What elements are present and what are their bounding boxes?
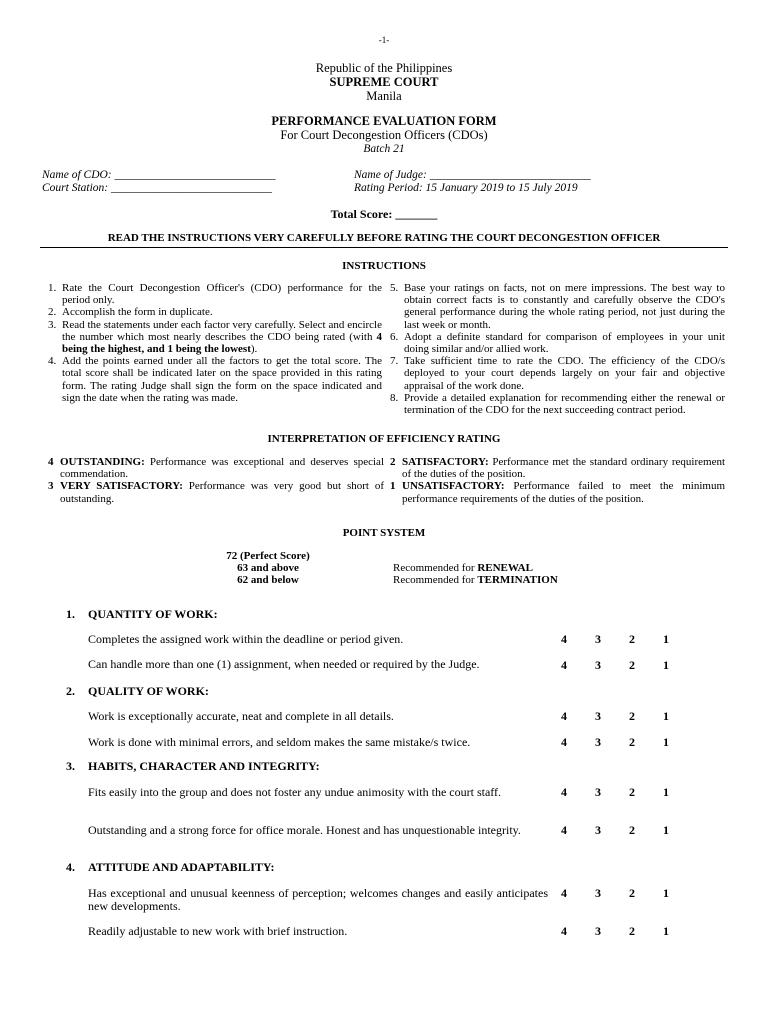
score-1[interactable]: 1 bbox=[663, 735, 669, 749]
criterion-text: Has exceptional and unusual keenness of perception; welcomes changes and easily anticipates new developments. bbox=[88, 886, 548, 913]
instruction-item: 4. Add the points earned under all the factors to get the total score. The total score shall be indicated later on the space provided in this rating form. The rating Judge shall sign the form on the space indicated and sign the date when the rating was made. bbox=[48, 355, 382, 404]
instruction-item: 7. Take sufficient time to rate the CDO. The efficiency of the CDO/s deployed to your court depends largely on your fair and objective appraisal of the work done. bbox=[390, 355, 725, 392]
score-4[interactable]: 4 bbox=[561, 823, 567, 837]
score-options bbox=[558, 887, 672, 900]
instruction-item: 6. Adopt a definite standard for comparison of employees in your unit doing similar and/or allied work. bbox=[390, 330, 725, 356]
section-title-habits: HABITS, CHARACTER AND INTEGRITY: bbox=[88, 759, 320, 773]
instructions-heading: INSTRUCTIONS bbox=[342, 260, 426, 272]
renewal-threshold: 63 and above bbox=[237, 562, 299, 574]
instructions-right bbox=[390, 282, 725, 416]
score-1[interactable]: 1 bbox=[663, 709, 669, 723]
rating-period: Rating Period: 15 January 2019 to 15 July 2019 bbox=[354, 182, 578, 194]
instruction-item: 3. Read the statements under each factor very carefully. Select and encircle the number which most nearly describes the CDO being rated (with 4 being the highest, and 1 being the lowest). bbox=[48, 318, 382, 356]
criterion-text: Can handle more than one (1) assignment, when needed or required by the Judge. bbox=[88, 657, 480, 671]
form-subtitle: For Court Decongestion Officers (CDOs) bbox=[280, 128, 488, 142]
header-manila: Manila bbox=[366, 89, 402, 103]
rating-item-unsatisfactory: 1 UNSATISFACTORY: Performance failed to meet the minimum performance requirements of the duties of the position. bbox=[390, 480, 726, 505]
score-1[interactable]: 1 bbox=[663, 632, 669, 646]
score-4[interactable]: 4 bbox=[561, 709, 567, 723]
divider bbox=[40, 247, 728, 248]
rating-item-outstanding: 4 OUTSTANDING: Performance was exceptional and deserves special commendation. bbox=[48, 456, 384, 481]
score-2[interactable]: 2 bbox=[629, 658, 635, 672]
instructions-left bbox=[48, 282, 382, 404]
score-2[interactable]: 2 bbox=[629, 632, 635, 646]
score-4[interactable]: 4 bbox=[561, 785, 567, 799]
score-3[interactable]: 3 bbox=[595, 886, 601, 900]
score-options bbox=[558, 925, 672, 938]
instruction-item: 1. Rate the Court Decongestion Officer's (CDO) performance for the period only. bbox=[48, 282, 382, 307]
perfect-score: 72 (Perfect Score) bbox=[226, 550, 310, 562]
interpretation-left bbox=[48, 456, 384, 505]
score-options bbox=[558, 659, 672, 672]
score-3[interactable]: 3 bbox=[595, 735, 601, 749]
score-1[interactable]: 1 bbox=[663, 785, 669, 799]
criterion-text: Fits easily into the group and does not foster any undue animosity with the court staff. bbox=[88, 785, 502, 799]
point-system-heading: POINT SYSTEM bbox=[342, 527, 426, 539]
section-title-quality: QUALITY OF WORK: bbox=[88, 684, 209, 698]
section-number: 1. bbox=[66, 607, 75, 621]
termination-recommendation: Recommended for TERMINATION bbox=[393, 574, 558, 586]
score-2[interactable]: 2 bbox=[629, 886, 635, 900]
section-number: 2. bbox=[66, 684, 75, 698]
score-3[interactable]: 3 bbox=[595, 709, 601, 723]
page-number: -1- bbox=[378, 35, 390, 45]
section-number: 4. bbox=[66, 860, 75, 874]
score-4[interactable]: 4 bbox=[561, 924, 567, 938]
form-title: PERFORMANCE EVALUATION FORM bbox=[271, 114, 497, 128]
score-4[interactable]: 4 bbox=[561, 632, 567, 646]
section-number: 3. bbox=[66, 759, 75, 773]
header-supreme-court: SUPREME COURT bbox=[329, 75, 439, 89]
score-3[interactable]: 3 bbox=[595, 785, 601, 799]
score-1[interactable]: 1 bbox=[663, 658, 669, 672]
header-republic: Republic of the Philippines bbox=[315, 61, 453, 75]
interpretation-right bbox=[390, 456, 725, 505]
instruction-item: 5. Base your ratings on facts, not on mere impressions. The best way to obtain correct facts is to constantly and carefully observe the CDO's general performance during the whole rating period, not just during the last week or month. bbox=[390, 282, 725, 331]
score-options bbox=[558, 736, 672, 749]
score-1[interactable]: 1 bbox=[663, 924, 669, 938]
score-options bbox=[558, 824, 672, 837]
judge-name-field[interactable]: Name of Judge: ____________________________ bbox=[354, 169, 591, 181]
instruction-item: 2. Accomplish the form in duplicate. bbox=[48, 306, 213, 319]
score-4[interactable]: 4 bbox=[561, 735, 567, 749]
score-2[interactable]: 2 bbox=[629, 823, 635, 837]
batch-label: Batch 21 bbox=[363, 143, 405, 155]
score-options bbox=[558, 633, 672, 646]
score-4[interactable]: 4 bbox=[561, 658, 567, 672]
interpretation-heading: INTERPRETATION OF EFFICIENCY RATING bbox=[267, 433, 501, 445]
score-4[interactable]: 4 bbox=[561, 886, 567, 900]
cdo-name-field[interactable]: Name of CDO: ____________________________ bbox=[42, 169, 276, 181]
score-2[interactable]: 2 bbox=[629, 735, 635, 749]
criterion-text: Completes the assigned work within the deadline or period given. bbox=[88, 632, 404, 646]
rating-item-very-satisfactory: 3 VERY SATISFACTORY: Performance was very good but short of outstanding. bbox=[48, 480, 384, 505]
instruction-item: 8. Provide a detailed explanation for recommending either the renewal or termination of the CDO for the next succeeding contract period. bbox=[390, 391, 725, 417]
criterion-text: Work is done with minimal errors, and seldom makes the same mistake/s twice. bbox=[88, 735, 471, 749]
criterion-text: Readily adjustable to new work with brief instruction. bbox=[88, 924, 348, 938]
score-2[interactable]: 2 bbox=[629, 709, 635, 723]
score-3[interactable]: 3 bbox=[595, 924, 601, 938]
score-1[interactable]: 1 bbox=[663, 886, 669, 900]
section-title-quantity: QUANTITY OF WORK: bbox=[88, 607, 218, 621]
score-3[interactable]: 3 bbox=[595, 823, 601, 837]
court-station-field[interactable]: Court Station: ____________________________ bbox=[42, 182, 273, 194]
criterion-text: Outstanding and a strong force for office morale. Honest and has unquestionable integrity. bbox=[88, 823, 521, 837]
score-2[interactable]: 2 bbox=[629, 924, 635, 938]
score-3[interactable]: 3 bbox=[595, 632, 601, 646]
score-1[interactable]: 1 bbox=[663, 823, 669, 837]
renewal-recommendation: Recommended for RENEWAL bbox=[393, 562, 533, 574]
read-instructions-banner: READ THE INSTRUCTIONS VERY CAREFULLY BEFORE RATING THE COURT DECONGESTION OFFICER bbox=[107, 232, 661, 244]
score-options bbox=[558, 786, 672, 799]
score-options bbox=[558, 710, 672, 723]
score-2[interactable]: 2 bbox=[629, 785, 635, 799]
total-score-field[interactable]: Total Score: _______ bbox=[330, 207, 438, 221]
criterion-text: Work is exceptionally accurate, neat and complete in all details. bbox=[88, 709, 394, 723]
score-3[interactable]: 3 bbox=[595, 658, 601, 672]
section-title-attitude: ATTITUDE AND ADAPTABILITY: bbox=[88, 860, 275, 874]
rating-item-satisfactory: 2 SATISFACTORY: Performance met the standard ordinary requirement of the duties of the position. bbox=[390, 456, 726, 481]
termination-threshold: 62 and below bbox=[237, 574, 299, 586]
